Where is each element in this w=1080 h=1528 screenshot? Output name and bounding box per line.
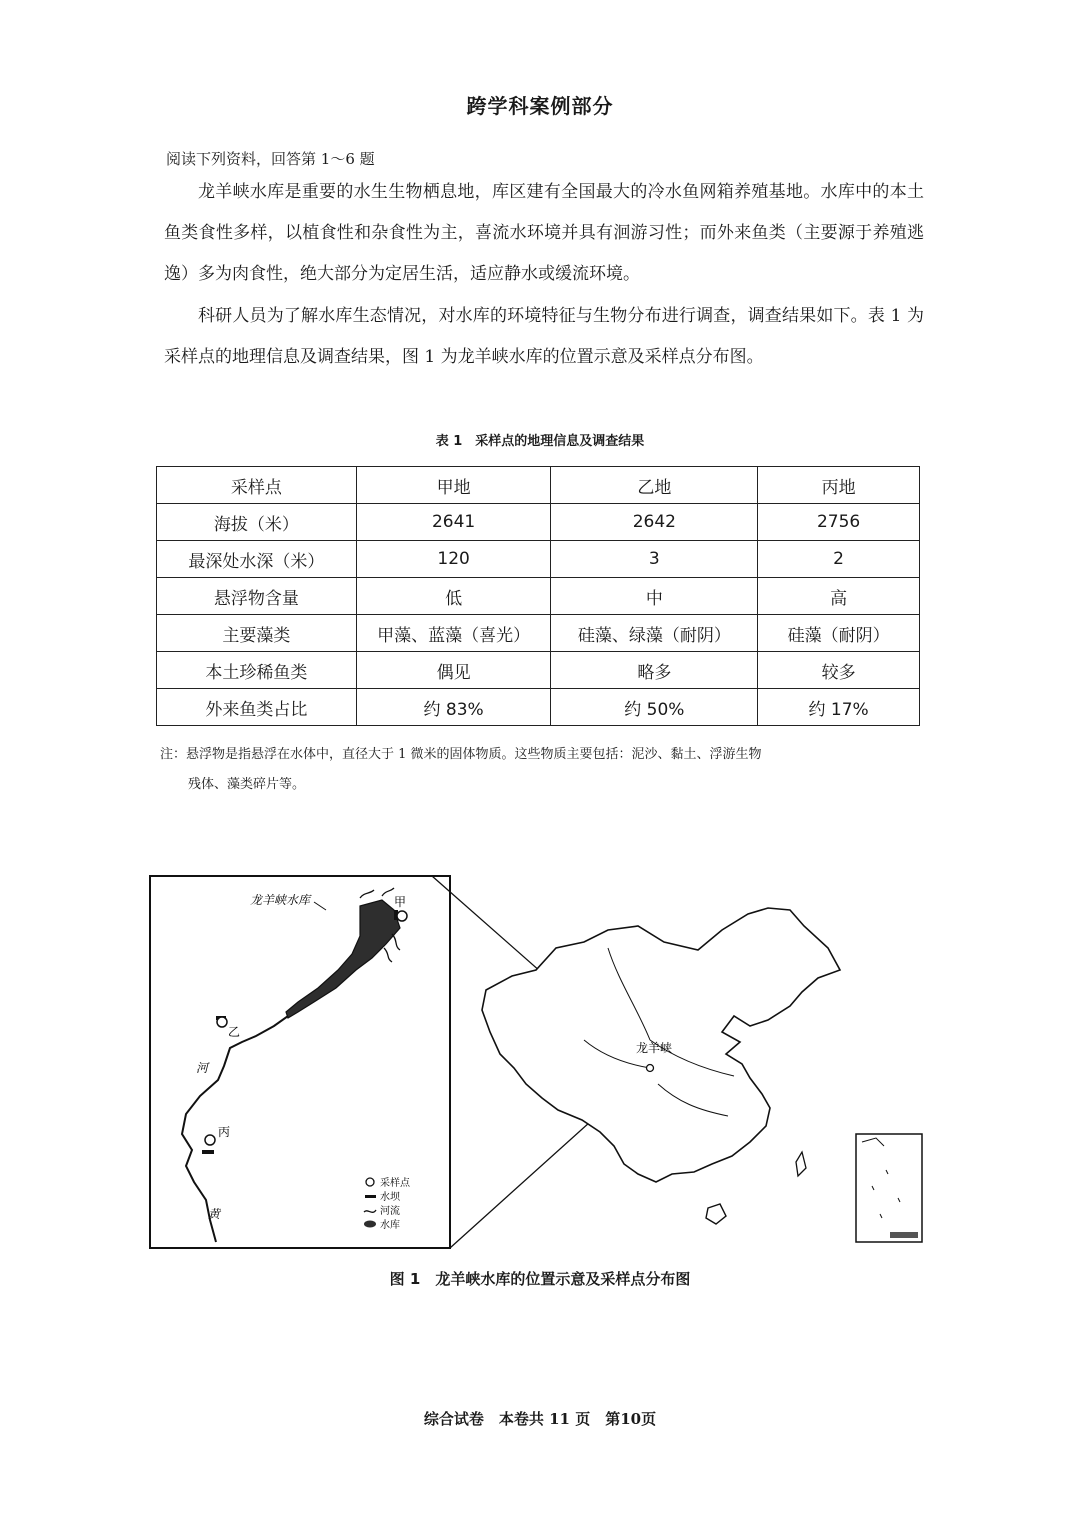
table-cell: 高 — [758, 578, 920, 615]
table-cell: 略多 — [551, 652, 758, 689]
table-note — [160, 740, 922, 800]
table-cell: 硅藻（耐阴） — [758, 615, 920, 652]
dam-mark — [202, 1150, 214, 1154]
page-footer: 综合试卷 本卷共 11 页 第10页 — [423, 1410, 657, 1428]
longyangxia-point — [647, 1065, 654, 1072]
table-row — [157, 689, 920, 726]
inset-frame — [150, 876, 450, 1248]
table-cell: 2641 — [356, 504, 551, 541]
legend-label: 水库 — [380, 1220, 400, 1231]
legend-label: 水坝 — [380, 1192, 400, 1203]
table-cell: 本土珍稀鱼类 — [157, 652, 357, 689]
table-cell: 较多 — [758, 652, 920, 689]
table-cell: 2642 — [551, 504, 758, 541]
south-china-sea-inset — [856, 1134, 922, 1242]
taiwan-island — [796, 1152, 806, 1176]
table-cell: 主要藻类 — [157, 615, 357, 652]
paragraph-reservoir-description: 龙羊峡水库是重要的水生生物栖息地，库区建有全国最大的冷水鱼网箱养殖基地。水库中的本土鱼类食性多样，以植食性和杂食性为主，喜流水环境并具有洄游习性；而外来鱼类（主要源于养殖逃逸）多为肉食性，绝大部分为定居生活，适应静水或缓流环境。 — [164, 182, 924, 284]
inset-scale-bar — [890, 1232, 918, 1238]
site-label-yi: 乙 — [228, 1025, 241, 1039]
china-location-label: 龙羊峡 — [636, 1041, 673, 1055]
figure-caption: 图 1 龙羊峡水库的位置示意及采样点分布图 — [389, 1270, 691, 1288]
table-cell: 甲藻、蓝藻（喜光） — [356, 615, 551, 652]
table-caption: 表 1 采样点的地理信息及调查结果 — [435, 434, 645, 449]
table-cell: 低 — [356, 578, 551, 615]
table-cell: 海拔（米） — [157, 504, 357, 541]
legend-point-icon — [366, 1178, 374, 1186]
table-cell: 约 83% — [356, 689, 551, 726]
table-cell: 最深处水深（米） — [157, 541, 357, 578]
table-cell: 外来鱼类占比 — [157, 689, 357, 726]
table-header-cell: 丙地 — [758, 467, 920, 504]
paragraph-survey-description: 科研人员为了解水库生态情况，对水库的环境特征与生物分布进行调查，调查结果如下。表 1 为采样点的地理信息及调查结果，图 1 为龙羊峡水库的位置示意及采样点分布图。 — [164, 306, 924, 367]
site-label-bing: 丙 — [218, 1125, 231, 1139]
table-cell: 120 — [356, 541, 551, 578]
legend-label: 河流 — [380, 1206, 400, 1217]
legend-reservoir-icon — [364, 1221, 376, 1228]
table-cell: 硅藻、绿藻（耐阴） — [551, 615, 758, 652]
table-header-cell: 甲地 — [356, 467, 551, 504]
sampling-point-yi — [217, 1017, 227, 1027]
location-map-figure — [138, 870, 938, 1260]
map-svg — [138, 870, 938, 1260]
table-cell: 3 — [551, 541, 758, 578]
legend-label: 采样点 — [380, 1178, 410, 1189]
table-cell: 偶见 — [356, 652, 551, 689]
site-label-jia: 甲 — [394, 895, 407, 909]
table-cell: 约 50% — [551, 689, 758, 726]
table-cell: 悬浮物含量 — [157, 578, 357, 615]
legend-dam-icon — [365, 1195, 376, 1198]
note-line: 残体、藻类碎片等。 — [188, 777, 306, 792]
table-row — [157, 504, 920, 541]
reservoir-label: 龙羊峡水库 — [250, 893, 311, 907]
sampling-table — [156, 466, 920, 726]
table-row — [157, 652, 920, 689]
section-title: 跨学科案例部分 — [466, 94, 614, 118]
table-cell: 2 — [758, 541, 920, 578]
table-cell: 2756 — [758, 504, 920, 541]
table-cell: 中 — [551, 578, 758, 615]
table-header-cell: 乙地 — [551, 467, 758, 504]
table-row — [157, 615, 920, 652]
table-header-cell: 采样点 — [157, 467, 357, 504]
note-line: 注：悬浮物是指悬浮在水体中，直径大于 1 微米的固体物质。这些物质主要包括：泥沙、黏土、浮游生物 — [160, 747, 762, 762]
table-row — [157, 541, 920, 578]
table-row — [157, 578, 920, 615]
table-cell: 约 17% — [758, 689, 920, 726]
river-label: 黄 — [208, 1207, 221, 1221]
question-intro: 阅读下列资料，回答第 1～6 题 — [166, 150, 375, 168]
sampling-point-bing — [205, 1135, 215, 1145]
table-header-row — [157, 467, 920, 504]
river-label: 河 — [196, 1061, 209, 1075]
sampling-point-jia — [397, 911, 407, 921]
hainan-island — [706, 1204, 726, 1224]
